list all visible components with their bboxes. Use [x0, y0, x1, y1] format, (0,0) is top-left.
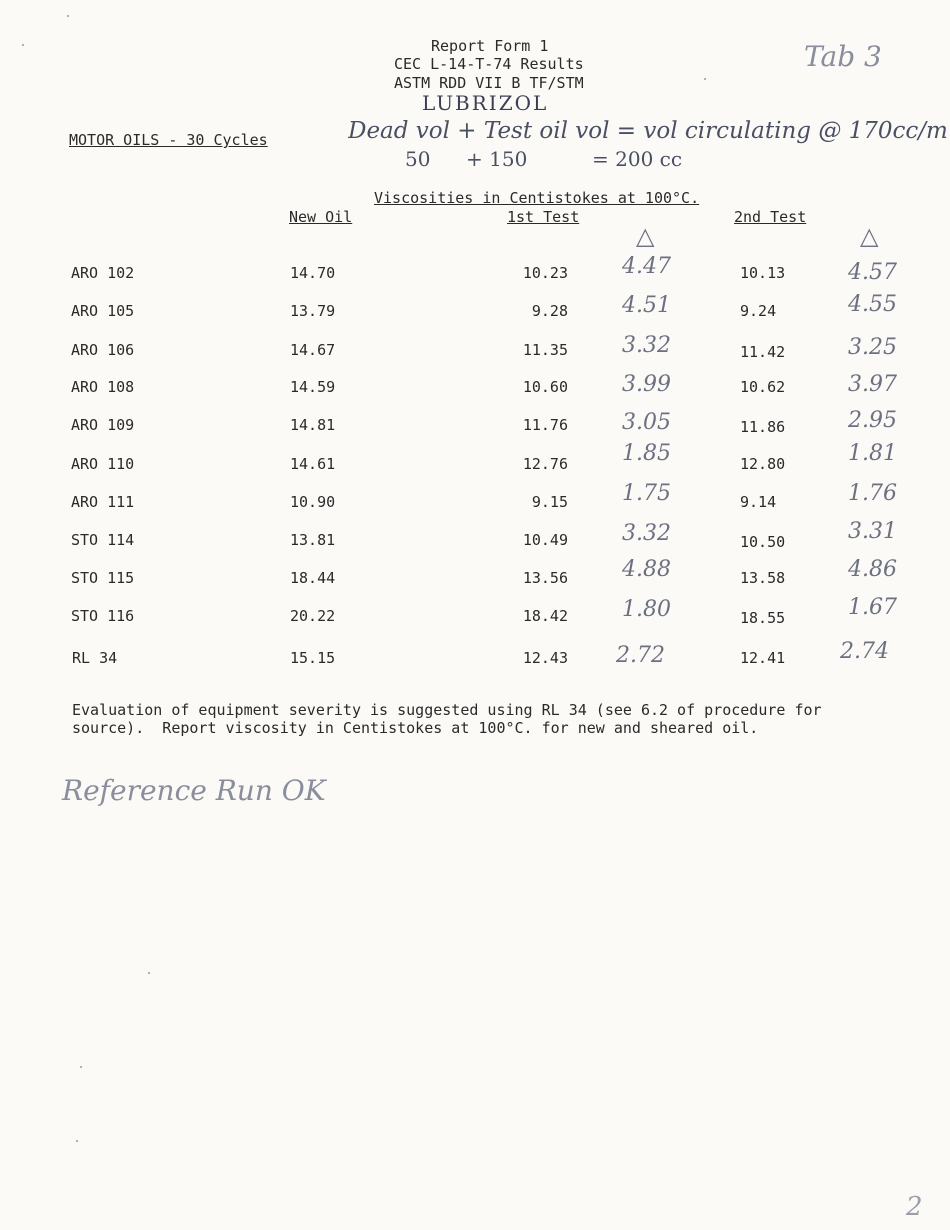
footnote-line2: source). Report viscosity in Centistokes at 100°C. for new and sheared oil. [72, 719, 759, 737]
row-test1: 9.15 [531, 493, 568, 511]
row-test1: 9.28 [531, 302, 568, 320]
table-row [0, 254, 950, 288]
scan-speck [76, 1140, 78, 1142]
row-oil-name: ARO 108 [71, 378, 135, 396]
table-row [0, 372, 950, 402]
row-test2: 12.41 [740, 649, 786, 667]
group-header-viscosities: Viscosities in Centistokes at 100°C. [374, 189, 700, 207]
row-delta1: 3.32 [622, 521, 671, 546]
row-test2: 10.50 [740, 533, 786, 551]
row-delta1: 1.85 [622, 441, 671, 466]
scan-speck [67, 15, 69, 17]
row-delta1: 3.99 [622, 372, 671, 397]
row-test2: 9.24 [740, 302, 777, 320]
table-row [0, 333, 950, 365]
scan-speck [148, 972, 150, 974]
row-new-oil: 10.90 [290, 493, 336, 511]
row-test2: 11.86 [740, 418, 786, 436]
row-new-oil: 13.79 [290, 302, 336, 320]
formula-handwritten-150: + 150 [466, 147, 528, 171]
table-row [0, 481, 950, 517]
row-delta1: 4.88 [622, 557, 671, 582]
company-handwritten: LUBRIZOL [422, 91, 549, 115]
row-delta2: 1.67 [848, 595, 897, 620]
col-header-1st-test: 1st Test [507, 208, 580, 226]
row-delta1: 4.47 [622, 254, 671, 279]
delta-icon-1: △ [636, 222, 655, 250]
row-delta2: 3.31 [848, 519, 897, 544]
row-oil-name: STO 116 [71, 607, 135, 625]
report-test-id: CEC L-14-T-74 Results [394, 55, 584, 73]
row-test2: 9.14 [740, 493, 777, 511]
row-delta2: 2.74 [840, 639, 889, 664]
formula-handwritten-200: = 200 cc [592, 147, 683, 171]
row-new-oil: 14.81 [290, 416, 336, 434]
formula-handwritten-line1: Dead vol + Test oil vol = vol circulating @ 170cc/m [348, 118, 948, 144]
row-delta2: 3.25 [848, 335, 897, 360]
row-delta1: 4.51 [622, 293, 671, 318]
row-test2: 11.42 [740, 343, 786, 361]
row-oil-name: STO 115 [71, 569, 135, 587]
row-test1: 11.76 [522, 416, 568, 434]
row-delta1: 3.32 [622, 333, 671, 358]
tab-note-handwritten: Tab 3 [804, 40, 882, 73]
footnote-line1: Evaluation of equipment severity is suggested using RL 34 (see 6.2 of procedure for [72, 701, 822, 719]
table-row [0, 557, 950, 593]
row-delta2: 2.95 [848, 408, 897, 433]
row-delta1: 1.75 [622, 481, 671, 506]
row-test1: 18.42 [522, 607, 568, 625]
row-test1: 10.23 [522, 264, 568, 282]
row-oil-name: ARO 105 [71, 302, 135, 320]
row-delta2: 4.57 [848, 260, 897, 285]
table-row [0, 595, 950, 631]
reference-run-note: Reference Run OK [62, 774, 326, 807]
scan-speck [704, 78, 706, 80]
row-test1: 12.43 [522, 649, 568, 667]
row-oil-name: ARO 109 [71, 416, 135, 434]
row-delta1: 3.05 [622, 410, 671, 435]
row-delta2: 1.76 [848, 481, 897, 506]
table-row [0, 292, 950, 326]
report-method: ASTM RDD VII B TF/STM [394, 74, 584, 92]
delta-icon-2: △ [860, 222, 879, 250]
row-test2: 13.58 [740, 569, 786, 587]
row-test2: 10.62 [740, 378, 786, 396]
report-form-title: Report Form 1 [431, 37, 549, 55]
table-row [0, 519, 950, 555]
row-delta1: 2.72 [616, 643, 665, 668]
row-delta2: 4.86 [848, 557, 897, 582]
row-test1: 12.76 [522, 455, 568, 473]
table-row [0, 408, 950, 440]
row-test1: 10.60 [522, 378, 568, 396]
page-mark: 2 [906, 1192, 923, 1222]
row-oil-name: STO 114 [71, 531, 135, 549]
row-new-oil: 18.44 [290, 569, 336, 587]
row-new-oil: 14.61 [290, 455, 336, 473]
table-row [0, 441, 950, 479]
row-new-oil: 14.59 [290, 378, 336, 396]
col-header-new-oil: New Oil [289, 208, 353, 226]
row-delta1: 1.80 [622, 597, 671, 622]
row-test1: 10.49 [522, 531, 568, 549]
row-test2: 12.80 [740, 455, 786, 473]
row-new-oil: 20.22 [290, 607, 336, 625]
row-oil-name: ARO 106 [71, 341, 135, 359]
table-row [0, 639, 950, 673]
row-oil-name: ARO 110 [71, 455, 135, 473]
row-test2: 18.55 [740, 609, 786, 627]
row-test2: 10.13 [740, 264, 786, 282]
row-oil-name: ARO 102 [71, 264, 135, 282]
row-test1: 13.56 [522, 569, 568, 587]
row-new-oil: 14.67 [290, 341, 336, 359]
row-delta2: 3.97 [848, 372, 897, 397]
col-header-2nd-test: 2nd Test [734, 208, 807, 226]
row-oil-name: RL 34 [72, 649, 118, 667]
row-oil-name: ARO 111 [71, 493, 135, 511]
row-new-oil: 14.70 [290, 264, 336, 282]
scan-speck [22, 44, 24, 46]
row-delta2: 4.55 [848, 292, 897, 317]
subtitle-motor-oils: MOTOR OILS - 30 Cycles [69, 131, 268, 149]
row-test1: 11.35 [522, 341, 568, 359]
scan-speck [80, 1066, 82, 1068]
row-new-oil: 15.15 [290, 649, 336, 667]
row-delta2: 1.81 [848, 441, 897, 466]
row-new-oil: 13.81 [290, 531, 336, 549]
formula-handwritten-50: 50 [405, 147, 431, 171]
